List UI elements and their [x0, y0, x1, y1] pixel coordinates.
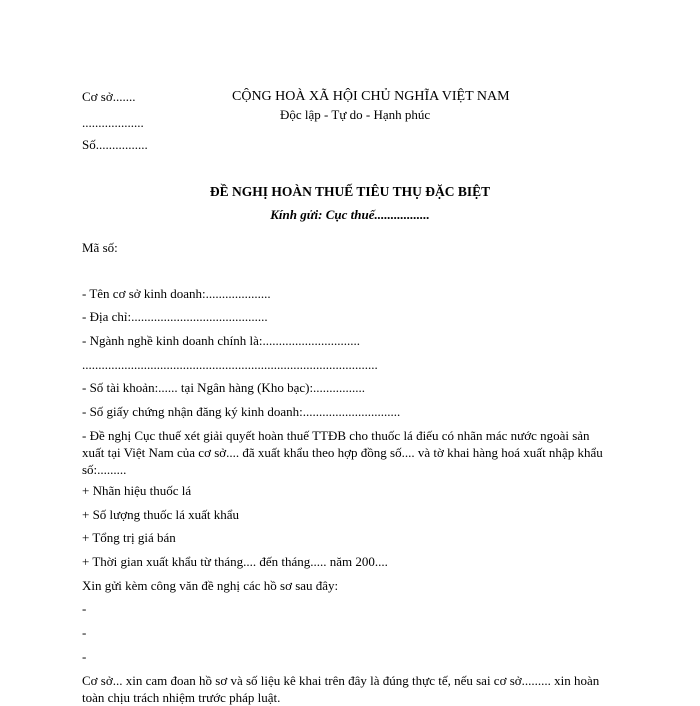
main-business-field: - Ngành nghề kinh doanh chính là:.............................. — [82, 333, 361, 348]
motto: Độc lập - Tự do - Hạnh phúc — [280, 107, 431, 122]
list-item: + Tổng trị giá bán — [82, 530, 176, 545]
attachment-dash: - — [82, 625, 87, 640]
country-title: CỘNG HOÀ XÃ HỘI CHỦ NGHĨA VIỆT NAM — [232, 89, 510, 104]
list-item: + Thời gian xuất khẩu từ tháng.... đến tháng..... năm 200.... — [82, 554, 388, 569]
list-item: + Số lượng thuốc lá xuất khẩu — [82, 507, 240, 522]
address-field: - Địa chỉ:.......................................... — [82, 309, 268, 324]
attachment-dash: - — [82, 649, 87, 664]
document-number: Số................ — [82, 137, 148, 152]
document-title: ĐỀ NGHỊ HOÀN THUẾ TIÊU THỤ ĐẶC BIỆT — [209, 184, 491, 199]
attachment-dash: - — [82, 601, 87, 616]
addressee: Kính gửi: Cục thuế................. — [270, 207, 430, 222]
code-label: Mã số: — [82, 240, 118, 255]
continuation-dots: ........................................................................................... — [82, 357, 378, 372]
request-paragraph: - Đề nghị Cục thuế xét giải quyết hoàn thuế TTĐB cho thuốc lá điếu có nhãn mác nước ngoài sản xuất tại Việt Nam của cơ sở.... đã xuất khẩu theo hợp đồng số.... và tờ khai hàng hoá xuất nhập khẩu số:......... — [82, 428, 603, 477]
business-name-field: - Tên cơ sở kinh doanh:.................... — [82, 286, 271, 301]
org-name: Cơ sở....... — [82, 89, 136, 104]
account-field: - Số tài khoản:...... tại Ngân hàng (Kho bạc):................ — [82, 380, 366, 395]
attachments-intro: Xin gửi kèm công văn đề nghị các hồ sơ sau đây: — [82, 578, 339, 593]
org-dots: ................... — [82, 115, 144, 130]
commitment-paragraph: Cơ sở... xin cam đoan hồ sơ và số liệu kê khai trên đây là đúng thực tế, nếu sai cơ sở......... xin hoàn toàn chịu trách nhiệm trước pháp luật. — [82, 673, 600, 705]
license-field: - Số giấy chứng nhận đăng ký kinh doanh:.............................. — [82, 404, 401, 419]
list-item: + Nhãn hiệu thuốc lá — [82, 483, 192, 498]
